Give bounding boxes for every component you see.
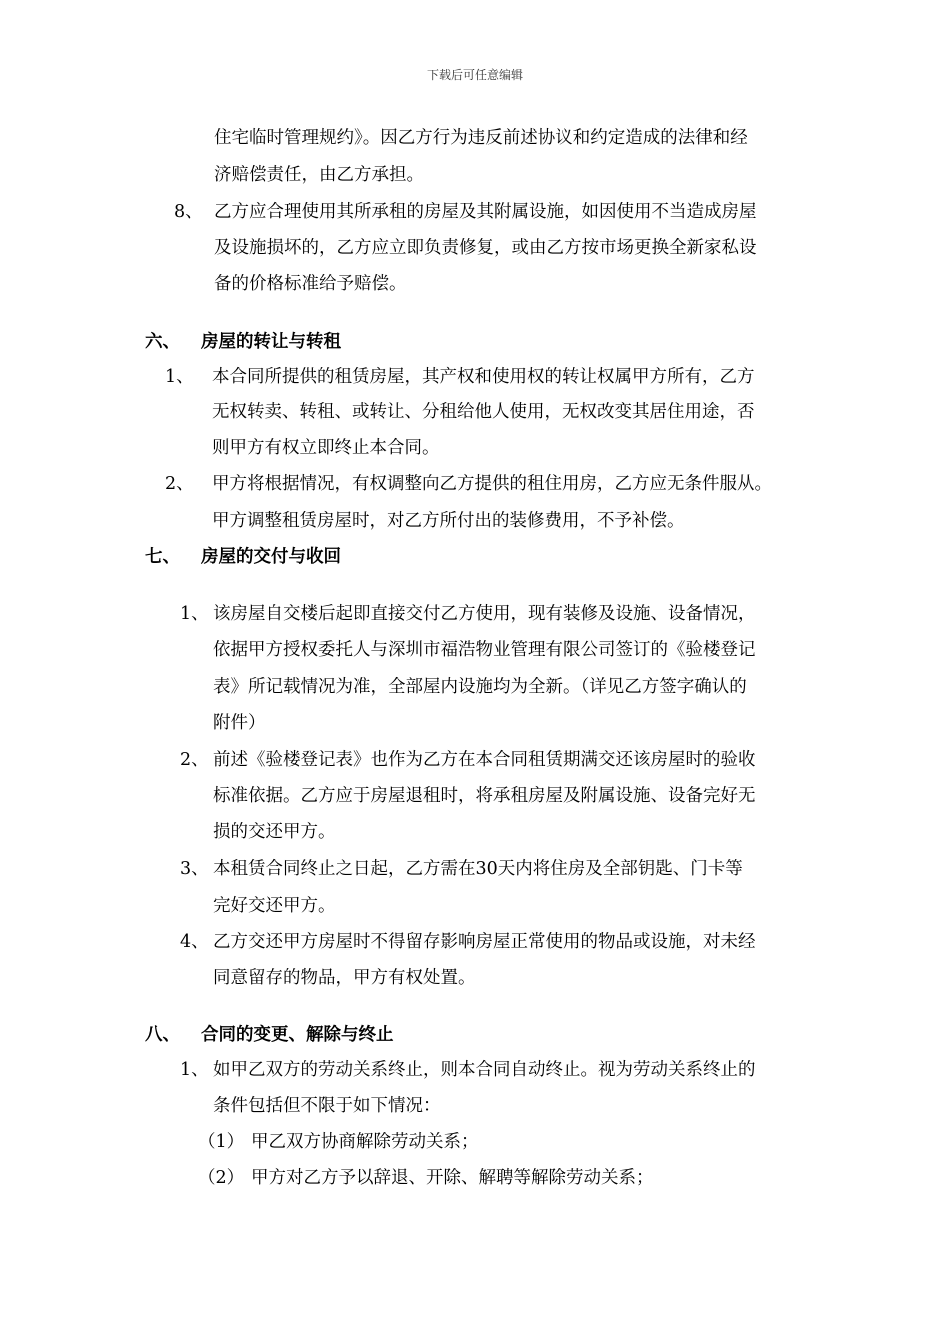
item-number: 4、 [180,932,209,952]
section-heading: 房屋的转让与转租 [201,332,341,352]
item-number: 1、 [180,1060,209,1080]
text-line: 损的交还甲方。 [213,822,336,842]
text-line: 条件包括但不限于如下情况： [213,1096,441,1116]
item-number: 1、 [180,604,209,624]
text-line: 附件） [213,713,266,733]
item-number: 2、 [165,474,194,494]
text-line: 住宅临时管理规约》。因乙方行为违反前述协议和约定造成的法律和经 [214,128,748,148]
text-line: 乙方交还甲方房屋时不得留存影响房屋正常使用的物品或设施，对未经 [213,932,756,952]
text-line: 乙方应合理使用其所承租的房屋及其附属设施，如因使用不当造成房屋 [214,202,757,222]
text-line: 及设施损坏的，乙方应立即负责修复，或由乙方按市场更换全新家私设 [214,238,757,258]
section-number: 六、 [145,332,180,352]
section-number: 七、 [145,547,180,567]
item-number: 3、 [180,859,209,879]
text-line: 标准依据。乙方应于房屋退租时，将承租房屋及附属设施、设备完好无 [213,786,756,806]
text-line: 无权转卖、转租、或转让、分租给他人使用，无权改变其居住用途，否 [212,402,755,422]
text-line: 表》所记载情况为准，全部屋内设施均为全新。（详见乙方签字确认的 [213,677,747,697]
text-line: 该房屋自交楼后起即直接交付乙方使用，现有装修及设施、设备情况， [213,604,756,624]
text-line: 如甲乙双方的劳动关系终止，则本合同自动终止。视为劳动关系终止的 [213,1060,756,1080]
text-line: 同意留存的物品，甲方有权处置。 [213,968,476,988]
text-line: 甲方调整租赁房屋时，对乙方所付出的装修费用，不予补偿。 [212,511,685,531]
item-number: 2、 [180,750,209,770]
item-number: 1、 [165,367,194,387]
text-line: 济赔偿责任，由乙方承担。 [214,165,424,185]
text-line: 本租赁合同终止之日起，乙方需在30天内将住房及全部钥匙、门卡等 [213,859,743,879]
section-heading: 合同的变更、解除与终止 [201,1025,394,1045]
text-line: 甲方将根据情况，有权调整向乙方提供的租住用房，乙方应无条件服从。 [212,474,772,494]
text-line: 完好交还甲方。 [213,896,336,916]
section-number: 八、 [145,1025,180,1045]
page-header: 下载后可任意编辑 [426,68,523,82]
sub-item-number: （2） [198,1168,245,1188]
item-number: 8、 [174,202,203,222]
section-heading: 房屋的交付与收回 [201,547,341,567]
text-line: 甲乙双方协商解除劳动关系； [251,1132,479,1152]
text-line: 甲方对乙方予以辞退、开除、解聘等解除劳动关系； [251,1168,654,1188]
sub-item-number: （1） [198,1132,245,1152]
text-line: 前述《验楼登记表》也作为乙方在本合同租赁期满交还该房屋时的验收 [213,750,756,770]
text-line: 本合同所提供的租赁房屋，其产权和使用权的转让权属甲方所有，乙方 [212,367,755,387]
text-line: 依据甲方授权委托人与深圳市福浩物业管理有限公司签订的《验楼登记 [213,640,756,660]
text-line: 备的价格标准给予赔偿。 [214,274,407,294]
text-line: 则甲方有权立即终止本合同。 [212,438,440,458]
